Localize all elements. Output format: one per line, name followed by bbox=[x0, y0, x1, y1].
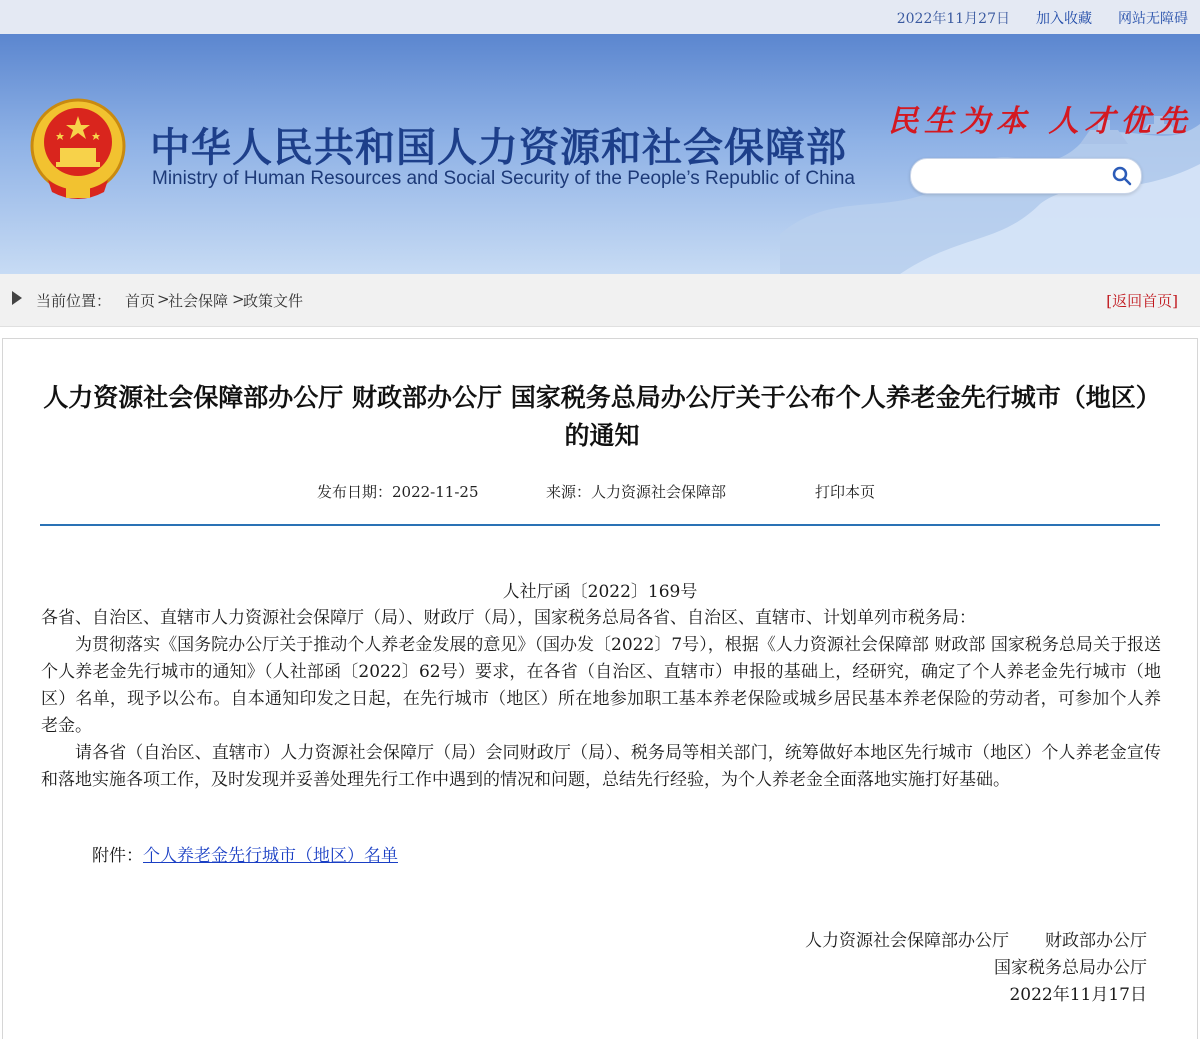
paragraph: 为贯彻落实《国务院办公厅关于推动个人养老金发展的意见》（国办发〔2022〕7号），根据《人力资源社会保障部 财政部 国家税务总局关于报送个人养老金先行城市的通知》（人社部函〔2022〕62号）要求，在各省（自治区、直辖市）申报的基础上，经研究，确定了个人养老金先行城市（地区）名单，现予以公布。自本通知印发之日起，在先行城市（地区）所在地参加职工基本养老保险或城乡居民基本养老保险的劳动者，可参加个人养老金。 bbox=[41, 635, 1161, 736]
signer-mohrss: 人力资源社会保障部办公厅 bbox=[805, 931, 1009, 951]
national-emblem-icon bbox=[26, 96, 130, 206]
add-favorite-link[interactable]: 加入收藏 bbox=[1036, 11, 1092, 27]
breadcrumb bbox=[0, 274, 1200, 327]
breadcrumb-social-security[interactable]: 社会保障 bbox=[168, 292, 229, 310]
article-container bbox=[2, 338, 1198, 1039]
publish-date: 发布日期：2022-11-25 bbox=[317, 483, 479, 501]
article-body bbox=[41, 605, 1161, 794]
breadcrumb-separator: > bbox=[157, 290, 170, 308]
sign-date: 2022年11月17日 bbox=[1009, 985, 1147, 1005]
top-bar bbox=[0, 0, 1200, 34]
signer-sat: 国家税务总局办公厅 bbox=[994, 958, 1147, 978]
signature-line bbox=[805, 926, 1147, 951]
search-icon[interactable] bbox=[1111, 165, 1133, 187]
search-box bbox=[910, 158, 1142, 194]
triangle-right-icon bbox=[12, 291, 22, 305]
paragraph: 请各省（自治区、直辖市）人力资源社会保障厅（局）会同财政厅（局）、税务局等相关部门，统筹做好本地区先行城市（地区）个人养老金宣传和落地实施各项工作，及时发现并妥善处理先行工作中遇到的情况和问题，总结先行经验，为个人养老金全面落地实施打好基础。 bbox=[41, 743, 1161, 790]
site-banner bbox=[0, 34, 1200, 274]
attachment bbox=[92, 841, 398, 866]
breadcrumb-policy-docs[interactable]: 政策文件 bbox=[243, 292, 304, 310]
salutation: 各省、自治区、直辖市人力资源社会保障厅（局）、财政厅（局），国家税务总局各省、自治区、直辖市、计划单列市税务局： bbox=[41, 608, 976, 628]
breadcrumb-label: 当前位置： bbox=[36, 292, 112, 310]
current-date: 2022年11月27日 bbox=[896, 11, 1010, 27]
site-title-cn: 中华人民共和国人力资源和社会保障部 bbox=[150, 125, 847, 171]
search-input[interactable] bbox=[925, 165, 1109, 189]
attachment-label: 附件： bbox=[92, 846, 143, 866]
site-title-en: Ministry of Human Resources and Social Security of the People’s Republic of China bbox=[152, 168, 855, 189]
attachment-link[interactable]: 个人养老金先行城市（地区）名单 bbox=[143, 846, 398, 866]
back-home-link[interactable]: [返回首页] bbox=[1106, 292, 1178, 310]
print-button[interactable]: 打印本页 bbox=[815, 483, 876, 501]
slogan: 民生为本 人才优先 bbox=[888, 104, 1193, 139]
article-title: 人力资源社会保障部办公厅 财政部办公厅 国家税务总局办公厅关于公布个人养老金先行城市（地区）的通知 bbox=[43, 383, 1161, 450]
title-divider bbox=[40, 524, 1160, 526]
article-source: 来源：人力资源社会保障部 bbox=[546, 483, 727, 501]
document-number: 人社厅函〔2022〕169号 bbox=[502, 582, 698, 602]
signer-mof: 财政部办公厅 bbox=[1045, 931, 1147, 951]
accessibility-link[interactable]: 网站无障碍 bbox=[1118, 11, 1188, 27]
breadcrumb-home[interactable]: 首页 bbox=[125, 292, 156, 310]
breadcrumb-separator: > bbox=[232, 290, 245, 308]
